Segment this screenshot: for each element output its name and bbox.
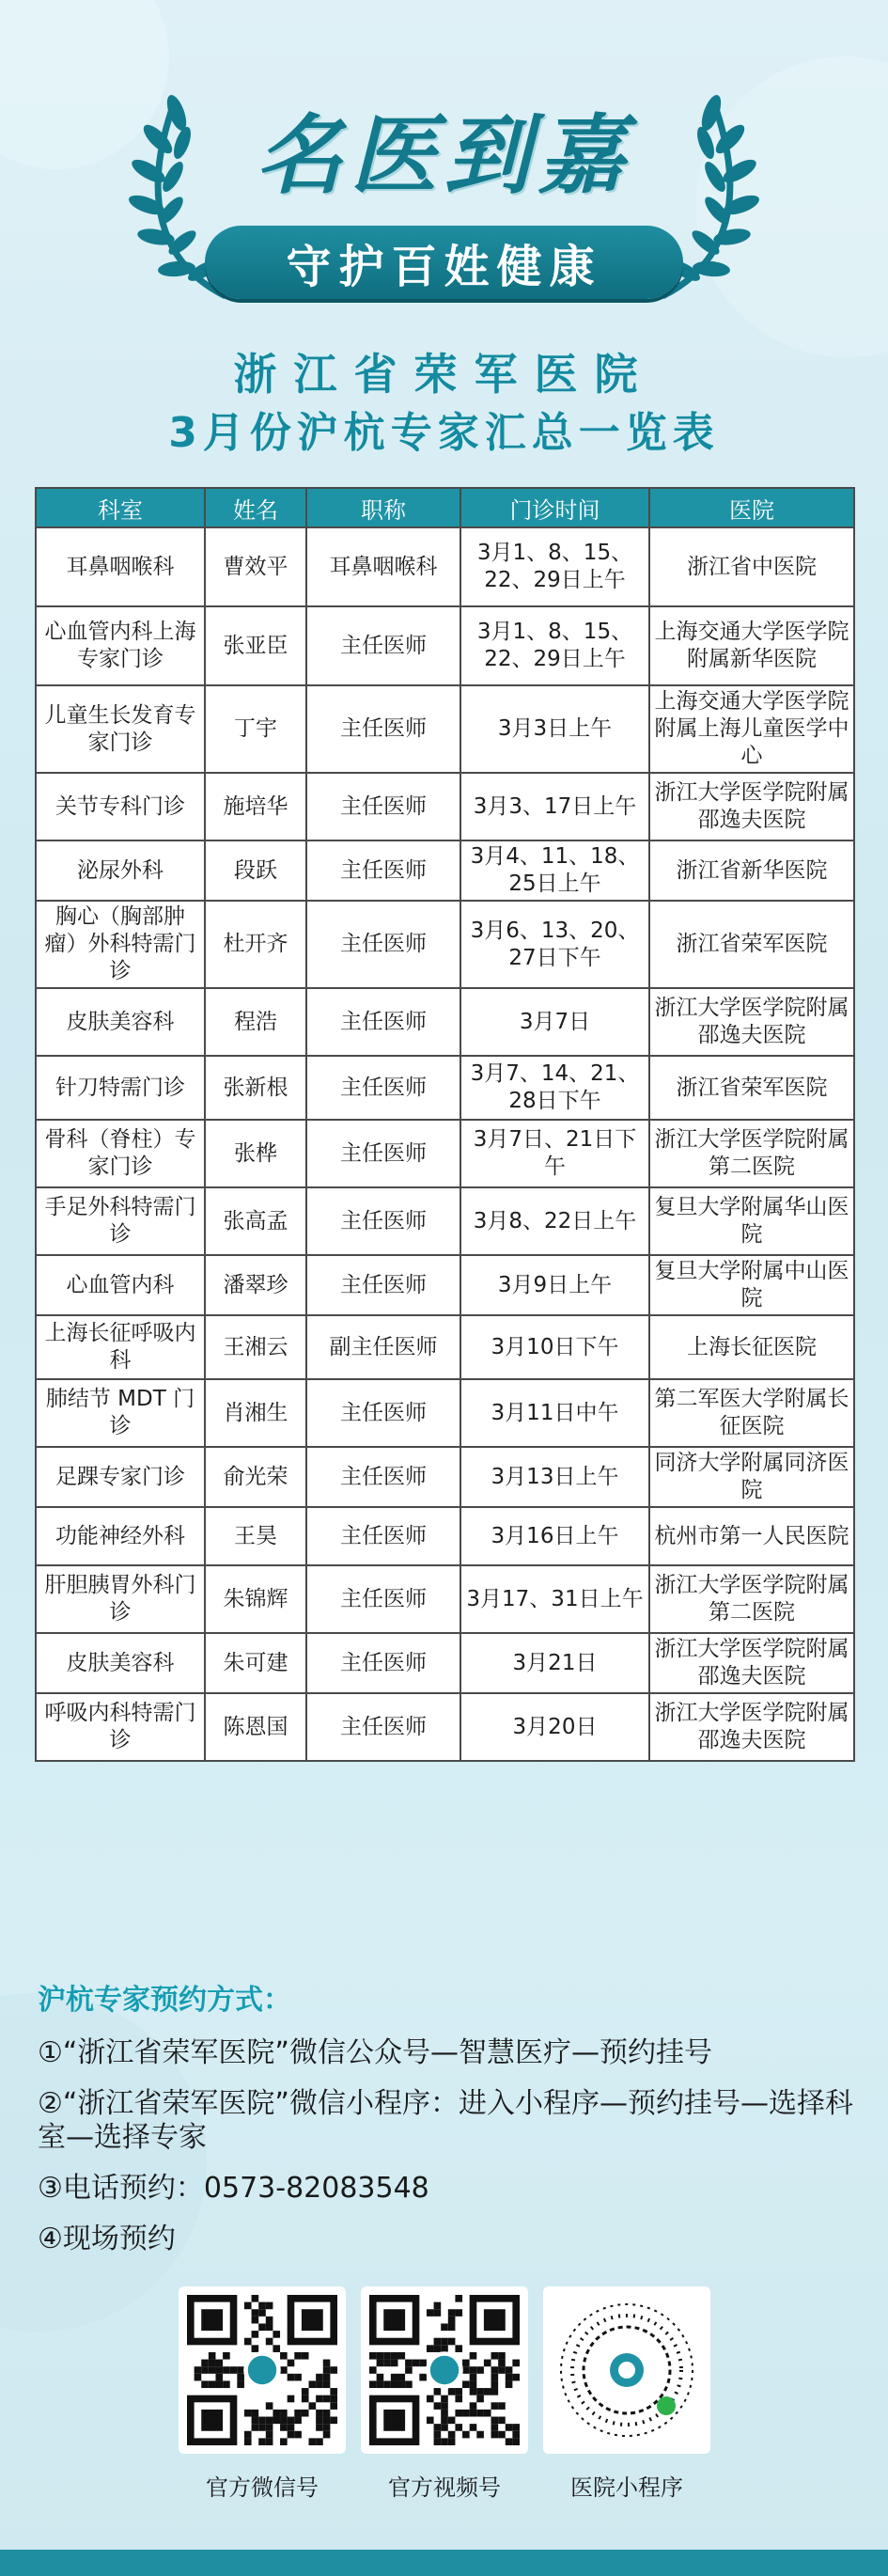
cell-hospital: 浙江大学医学院附属邵逸夫医院 xyxy=(649,773,854,840)
cell-hospital: 第二军医大学附属长征医院 xyxy=(649,1379,854,1447)
table-row xyxy=(36,1633,854,1693)
table-row xyxy=(36,1507,854,1565)
table-row xyxy=(36,1315,854,1379)
cell-department: 皮肤美容科 xyxy=(36,1633,205,1693)
cell-hospital: 浙江大学医学院附属邵逸夫医院 xyxy=(649,1633,854,1693)
booking-method-phone: ③电话预约：0573-82083548 xyxy=(38,2172,429,2205)
cell-name: 张高孟 xyxy=(205,1187,306,1255)
booking-method-onsite: ④现场预约 xyxy=(38,2223,176,2255)
cell-hospital: 浙江省新华医院 xyxy=(649,840,854,901)
cell-department: 肺结节 MDT 门诊 xyxy=(36,1379,205,1447)
cell-name: 施培华 xyxy=(205,773,306,840)
cell-title: 主任医师 xyxy=(306,901,460,988)
cell-department: 骨科（脊柱）专家门诊 xyxy=(36,1120,205,1187)
cell-clinic-time: 3月8、22日上午 xyxy=(460,1187,649,1255)
cell-title: 主任医师 xyxy=(306,1120,460,1187)
cell-name: 潘翠珍 xyxy=(205,1255,306,1315)
cell-name: 张新根 xyxy=(205,1056,306,1120)
cell-name: 王昊 xyxy=(205,1507,306,1565)
table-row xyxy=(36,1379,854,1447)
booking-section xyxy=(38,1976,855,2273)
page-subtitle: 3月份沪杭专家汇总一览表 xyxy=(168,409,720,457)
table-row xyxy=(36,1565,854,1633)
cell-name: 杜开齐 xyxy=(205,901,306,988)
cell-hospital: 浙江省中医院 xyxy=(649,527,854,606)
cell-name: 朱可建 xyxy=(205,1633,306,1693)
cell-hospital: 浙江大学医学院附属邵逸夫医院 xyxy=(649,1693,854,1761)
cell-hospital: 上海交通大学医学院附属新华医院 xyxy=(649,606,854,685)
table-row xyxy=(36,1447,854,1507)
cell-name: 俞光荣 xyxy=(205,1447,306,1507)
cell-title: 主任医师 xyxy=(306,1693,460,1761)
cell-name: 肖湘生 xyxy=(205,1379,306,1447)
cell-hospital: 上海长征医院 xyxy=(649,1315,854,1379)
cell-department: 儿童生长发育专家门诊 xyxy=(36,685,205,773)
cell-department: 足踝专家门诊 xyxy=(36,1447,205,1507)
cell-name: 段跃 xyxy=(205,840,306,901)
cell-name: 王湘云 xyxy=(205,1315,306,1379)
cell-department: 呼吸内科特需门诊 xyxy=(36,1693,205,1761)
cell-department: 手足外科特需门诊 xyxy=(36,1187,205,1255)
cell-title: 耳鼻咽喉科 xyxy=(306,527,460,606)
qr-code-icon xyxy=(179,2286,346,2454)
cell-clinic-time: 3月13日上午 xyxy=(460,1447,649,1507)
cell-clinic-time: 3月16日上午 xyxy=(460,1507,649,1565)
cell-title: 主任医师 xyxy=(306,1507,460,1565)
cell-clinic-time: 3月3、17日上午 xyxy=(460,773,649,840)
expert-schedule-table-container xyxy=(35,487,853,1762)
slogan-banner: 守护百姓健康 xyxy=(205,226,683,299)
cell-title: 主任医师 xyxy=(306,685,460,773)
cell-clinic-time: 3月7日、21日下午 xyxy=(460,1120,649,1187)
booking-method-mini-program: ②“浙江省荣军医院”微信小程序：进入小程序—预约挂号—选择科室—选择专家 xyxy=(38,2087,853,2154)
cell-department: 泌尿外科 xyxy=(36,840,205,901)
cell-title: 主任医师 xyxy=(306,840,460,901)
cell-hospital: 浙江大学医学院附属第二医院 xyxy=(649,1565,854,1633)
table-row xyxy=(36,988,854,1056)
cell-name: 陈恩国 xyxy=(205,1693,306,1761)
table-row xyxy=(36,527,854,606)
cell-hospital: 浙江大学医学院附属第二医院 xyxy=(649,1120,854,1187)
table-row xyxy=(36,685,854,773)
cell-title: 主任医师 xyxy=(306,988,460,1056)
expert-schedule-table xyxy=(35,487,855,1762)
cell-department: 心血管内科上海专家门诊 xyxy=(36,606,205,685)
table-row xyxy=(36,1120,854,1187)
footer-bar xyxy=(0,2550,888,2576)
cell-department: 上海长征呼吸内科 xyxy=(36,1315,205,1379)
cell-clinic-time: 3月21日 xyxy=(460,1633,649,1693)
table-body xyxy=(36,527,854,1761)
cell-title: 主任医师 xyxy=(306,1255,460,1315)
cell-department: 功能神经外科 xyxy=(36,1507,205,1565)
cell-clinic-time: 3月1、8、15、22、29日上午 xyxy=(460,527,649,606)
cell-clinic-time: 3月7日 xyxy=(460,988,649,1056)
qr-label-wechat: 官方微信号 xyxy=(206,2474,319,2501)
cell-department: 心血管内科 xyxy=(36,1255,205,1315)
cell-name: 曹效平 xyxy=(205,527,306,606)
table-row xyxy=(36,1693,854,1761)
qr-code-icon xyxy=(361,2286,528,2454)
cell-clinic-time: 3月17、31日上午 xyxy=(460,1565,649,1633)
column-header-title: 职称 xyxy=(306,488,460,527)
cell-clinic-time: 3月7、14、21、28日下午 xyxy=(460,1056,649,1120)
cell-title: 主任医师 xyxy=(306,1187,460,1255)
column-header-name: 姓名 xyxy=(205,488,306,527)
table-row xyxy=(36,901,854,988)
qr-label-mini-program: 医院小程序 xyxy=(570,2474,683,2501)
booking-method-wechat-account: ①“浙江省荣军医院”微信公众号—智慧医疗—预约挂号 xyxy=(38,2036,712,2069)
cell-clinic-time: 3月3日上午 xyxy=(460,685,649,773)
calligraphy-title: 名医到嘉 xyxy=(256,104,632,206)
cell-department: 肝胆胰胃外科门诊 xyxy=(36,1565,205,1633)
column-header-hospital: 医院 xyxy=(649,488,854,527)
cell-name: 程浩 xyxy=(205,988,306,1056)
cell-department: 针刀特需门诊 xyxy=(36,1056,205,1120)
cell-hospital: 复旦大学附属中山医院 xyxy=(649,1255,854,1315)
cell-hospital: 杭州市第一人民医院 xyxy=(649,1507,854,1565)
cell-hospital: 上海交通大学医学院附属上海儿童医学中心 xyxy=(649,685,854,773)
cell-title: 主任医师 xyxy=(306,1633,460,1693)
cell-clinic-time: 3月9日上午 xyxy=(460,1255,649,1315)
qr-label-video: 官方视频号 xyxy=(388,2474,501,2501)
cell-title: 副主任医师 xyxy=(306,1315,460,1379)
cell-title: 主任医师 xyxy=(306,1565,460,1633)
cell-hospital: 复旦大学附属华山医院 xyxy=(649,1187,854,1255)
table-row xyxy=(36,840,854,901)
cell-title: 主任医师 xyxy=(306,1447,460,1507)
qr-wechat-account xyxy=(179,2286,346,2502)
cell-department: 皮肤美容科 xyxy=(36,988,205,1056)
column-header-clinic-time: 门诊时间 xyxy=(460,488,649,527)
cell-clinic-time: 3月6、13、20、27日下午 xyxy=(460,901,649,988)
booking-title: 沪杭专家预约方式： xyxy=(38,1984,291,2017)
qr-video-account xyxy=(361,2286,528,2502)
table-header-row xyxy=(36,488,854,527)
cell-clinic-time: 3月1、8、15、22、29日上午 xyxy=(460,606,649,685)
table-row xyxy=(36,773,854,840)
cell-clinic-time: 3月11日中午 xyxy=(460,1379,649,1447)
table-row xyxy=(36,606,854,685)
cell-title: 主任医师 xyxy=(306,606,460,685)
cell-department: 胸心（胸部肿瘤）外科特需门诊 xyxy=(36,901,205,988)
cell-name: 丁宇 xyxy=(205,685,306,773)
cell-hospital: 浙江省荣军医院 xyxy=(649,901,854,988)
cell-title: 主任医师 xyxy=(306,1056,460,1120)
table-row xyxy=(36,1187,854,1255)
cell-name: 张亚臣 xyxy=(205,606,306,685)
cell-clinic-time: 3月10日下午 xyxy=(460,1315,649,1379)
table-row xyxy=(36,1255,854,1315)
cell-hospital: 浙江大学医学院附属邵逸夫医院 xyxy=(649,988,854,1056)
cell-clinic-time: 3月4、11、18、25日上午 xyxy=(460,840,649,901)
cell-department: 耳鼻咽喉科 xyxy=(36,527,205,606)
cell-name: 张桦 xyxy=(205,1120,306,1187)
cell-hospital: 同济大学附属同济医院 xyxy=(649,1447,854,1507)
qr-mini-program xyxy=(543,2286,710,2502)
hospital-name: 浙江省荣军医院 xyxy=(233,349,655,400)
cell-title: 主任医师 xyxy=(306,1379,460,1447)
mini-program-code-icon xyxy=(543,2286,710,2454)
column-header-department: 科室 xyxy=(36,488,205,527)
cell-title: 主任医师 xyxy=(306,773,460,840)
cell-hospital: 浙江省荣军医院 xyxy=(649,1056,854,1120)
cell-clinic-time: 3月20日 xyxy=(460,1693,649,1761)
cell-name: 朱锦辉 xyxy=(205,1565,306,1633)
table-row xyxy=(36,1056,854,1120)
cell-department: 关节专科门诊 xyxy=(36,773,205,840)
